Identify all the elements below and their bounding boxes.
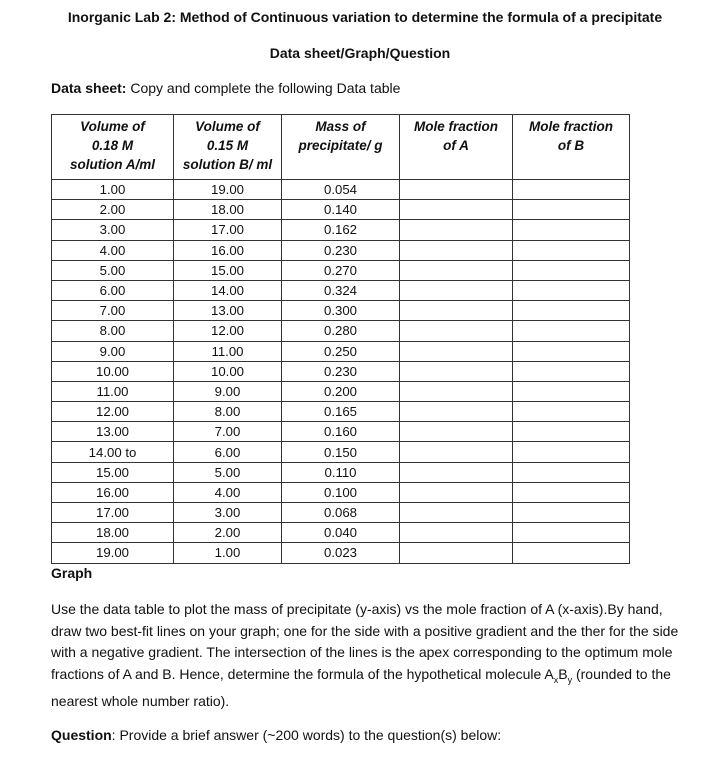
volume-b-cell: 5.00 [174, 462, 282, 482]
volume-a-cell: 12.00 [52, 402, 174, 422]
mole-fraction-b-cell [513, 523, 630, 543]
mole-fraction-a-cell [400, 402, 513, 422]
volume-b-cell: 16.00 [174, 240, 282, 260]
table-row [52, 200, 630, 220]
table-row [52, 442, 630, 462]
mass-cell: 0.324 [282, 280, 400, 300]
mass-cell: 0.160 [282, 422, 400, 442]
mass-cell: 0.068 [282, 503, 400, 523]
mole-fraction-a-cell [400, 482, 513, 502]
volume-a-cell: 9.00 [52, 341, 174, 361]
volume-a-cell: 8.00 [52, 321, 174, 341]
mole-fraction-a-cell [400, 220, 513, 240]
volume-b-cell: 9.00 [174, 381, 282, 401]
mole-fraction-b-cell [513, 503, 630, 523]
volume-b-cell: 2.00 [174, 523, 282, 543]
mass-cell: 0.110 [282, 462, 400, 482]
header-mole-fraction-b: Mole fraction of B [513, 115, 630, 180]
mole-fraction-b-cell [513, 301, 630, 321]
mole-fraction-a-cell [400, 422, 513, 442]
table-row [52, 240, 630, 260]
mole-fraction-a-cell [400, 240, 513, 260]
table-row [52, 402, 630, 422]
graph-instructions: Use the data table to plot the mass of precipitate (y-axis) vs the mole fraction of A (x-axis).By hand, draw two best-fit lines on your graph; one for the side with a positive gradient and the ther for the side with a negative gradient. The intersection of the lines is the apex corresponding to the optimum mole fractions of A and B. Hence, determine the formula of the hypothetical molecule $A_xB_y$ (rounded to the nearest whole number ratio). [51, 601, 679, 709]
volume-b-cell: 1.00 [174, 543, 282, 563]
volume-b-cell: 12.00 [174, 321, 282, 341]
mole-fraction-b-cell [513, 200, 630, 220]
table-row [52, 220, 630, 240]
question-text: : Provide a brief answer (~200 words) to the question(s) below: [111, 727, 502, 743]
volume-a-cell: 3.00 [52, 220, 174, 240]
mass-cell: 0.023 [282, 543, 400, 563]
header-volume-b: Volume of 0.15 M solution B/ ml [174, 115, 282, 180]
mass-cell: 0.140 [282, 200, 400, 220]
mole-fraction-a-cell [400, 260, 513, 280]
table-row [52, 523, 630, 543]
volume-b-cell: 15.00 [174, 260, 282, 280]
mass-cell: 0.300 [282, 301, 400, 321]
table-row [52, 482, 630, 502]
volume-b-cell: 13.00 [174, 301, 282, 321]
mole-fraction-a-cell [400, 462, 513, 482]
volume-b-cell: 10.00 [174, 361, 282, 381]
volume-b-cell: 14.00 [174, 280, 282, 300]
mole-fraction-b-cell [513, 543, 630, 563]
volume-a-cell: 14.00 to [52, 442, 174, 462]
mole-fraction-b-cell [513, 361, 630, 381]
mass-cell: 0.200 [282, 381, 400, 401]
mass-cell: 0.162 [282, 220, 400, 240]
mole-fraction-a-cell [400, 523, 513, 543]
volume-a-cell: 13.00 [52, 422, 174, 442]
mole-fraction-a-cell [400, 503, 513, 523]
volume-b-cell: 11.00 [174, 341, 282, 361]
mole-fraction-b-cell [513, 341, 630, 361]
mass-cell: 0.230 [282, 240, 400, 260]
question-label: Question [51, 727, 112, 743]
mole-fraction-b-cell [513, 402, 630, 422]
mass-cell: 0.054 [282, 180, 400, 200]
data-sheet-text: Copy and complete the following Data table [126, 80, 401, 96]
volume-a-cell: 16.00 [52, 482, 174, 502]
graph-heading: Graph [51, 565, 93, 581]
volume-a-cell: 15.00 [52, 462, 174, 482]
table-row [52, 543, 630, 563]
mole-fraction-a-cell [400, 200, 513, 220]
volume-b-cell: 3.00 [174, 503, 282, 523]
table-row [52, 260, 630, 280]
page-title: Inorganic Lab 2: Method of Continuous variation to determine the formula of a precipitate [67, 9, 663, 25]
mole-fraction-a-cell [400, 180, 513, 200]
header-volume-a: Volume of 0.18 M solution A/ml [52, 115, 174, 180]
table-header-row [52, 115, 630, 180]
mole-fraction-b-cell [513, 462, 630, 482]
mass-cell: 0.250 [282, 341, 400, 361]
mole-fraction-b-cell [513, 240, 630, 260]
table-row [52, 321, 630, 341]
mass-cell: 0.270 [282, 260, 400, 280]
table-row [52, 422, 630, 442]
mass-cell: 0.100 [282, 482, 400, 502]
mole-fraction-a-cell [400, 341, 513, 361]
table-row [52, 280, 630, 300]
volume-b-cell: 6.00 [174, 442, 282, 462]
mole-fraction-a-cell [400, 543, 513, 563]
volume-b-cell: 18.00 [174, 200, 282, 220]
mole-fraction-b-cell [513, 442, 630, 462]
volume-a-cell: 5.00 [52, 260, 174, 280]
mass-cell: 0.165 [282, 402, 400, 422]
data-sheet-instruction [51, 80, 400, 96]
volume-b-cell: 17.00 [174, 220, 282, 240]
volume-a-cell: 7.00 [52, 301, 174, 321]
table-row [52, 341, 630, 361]
volume-b-cell: 4.00 [174, 482, 282, 502]
mole-fraction-a-cell [400, 442, 513, 462]
volume-a-cell: 19.00 [52, 543, 174, 563]
volume-a-cell: 17.00 [52, 503, 174, 523]
volume-a-cell: 2.00 [52, 200, 174, 220]
mole-fraction-a-cell [400, 280, 513, 300]
table-row [52, 381, 630, 401]
mass-cell: 0.230 [282, 361, 400, 381]
header-mole-fraction-a: Mole fraction of A [400, 115, 513, 180]
volume-a-cell: 10.00 [52, 361, 174, 381]
table-row [52, 301, 630, 321]
data-sheet-label: Data sheet: [51, 80, 127, 96]
mass-cell: 0.280 [282, 321, 400, 341]
mass-cell: 0.150 [282, 442, 400, 462]
table-row [52, 462, 630, 482]
question-prompt [51, 727, 501, 743]
header-mass: Mass of precipitate/ g [282, 115, 400, 180]
data-table [51, 114, 630, 564]
mole-fraction-b-cell [513, 260, 630, 280]
mole-fraction-a-cell [400, 381, 513, 401]
mole-fraction-a-cell [400, 361, 513, 381]
volume-a-cell: 11.00 [52, 381, 174, 401]
volume-b-cell: 7.00 [174, 422, 282, 442]
volume-a-cell: 4.00 [52, 240, 174, 260]
page-subtitle: Data sheet/Graph/Question [269, 45, 451, 61]
table-row [52, 503, 630, 523]
mole-fraction-a-cell [400, 321, 513, 341]
mole-fraction-a-cell [400, 301, 513, 321]
volume-a-cell: 6.00 [52, 280, 174, 300]
volume-a-cell: 18.00 [52, 523, 174, 543]
mole-fraction-b-cell [513, 280, 630, 300]
mass-cell: 0.040 [282, 523, 400, 543]
mole-fraction-b-cell [513, 220, 630, 240]
mole-fraction-b-cell [513, 422, 630, 442]
volume-b-cell: 8.00 [174, 402, 282, 422]
mole-fraction-b-cell [513, 180, 630, 200]
volume-b-cell: 19.00 [174, 180, 282, 200]
mole-fraction-b-cell [513, 321, 630, 341]
volume-a-cell: 1.00 [52, 180, 174, 200]
table-row [52, 361, 630, 381]
table-row [52, 180, 630, 200]
mole-fraction-b-cell [513, 381, 630, 401]
mole-fraction-b-cell [513, 482, 630, 502]
